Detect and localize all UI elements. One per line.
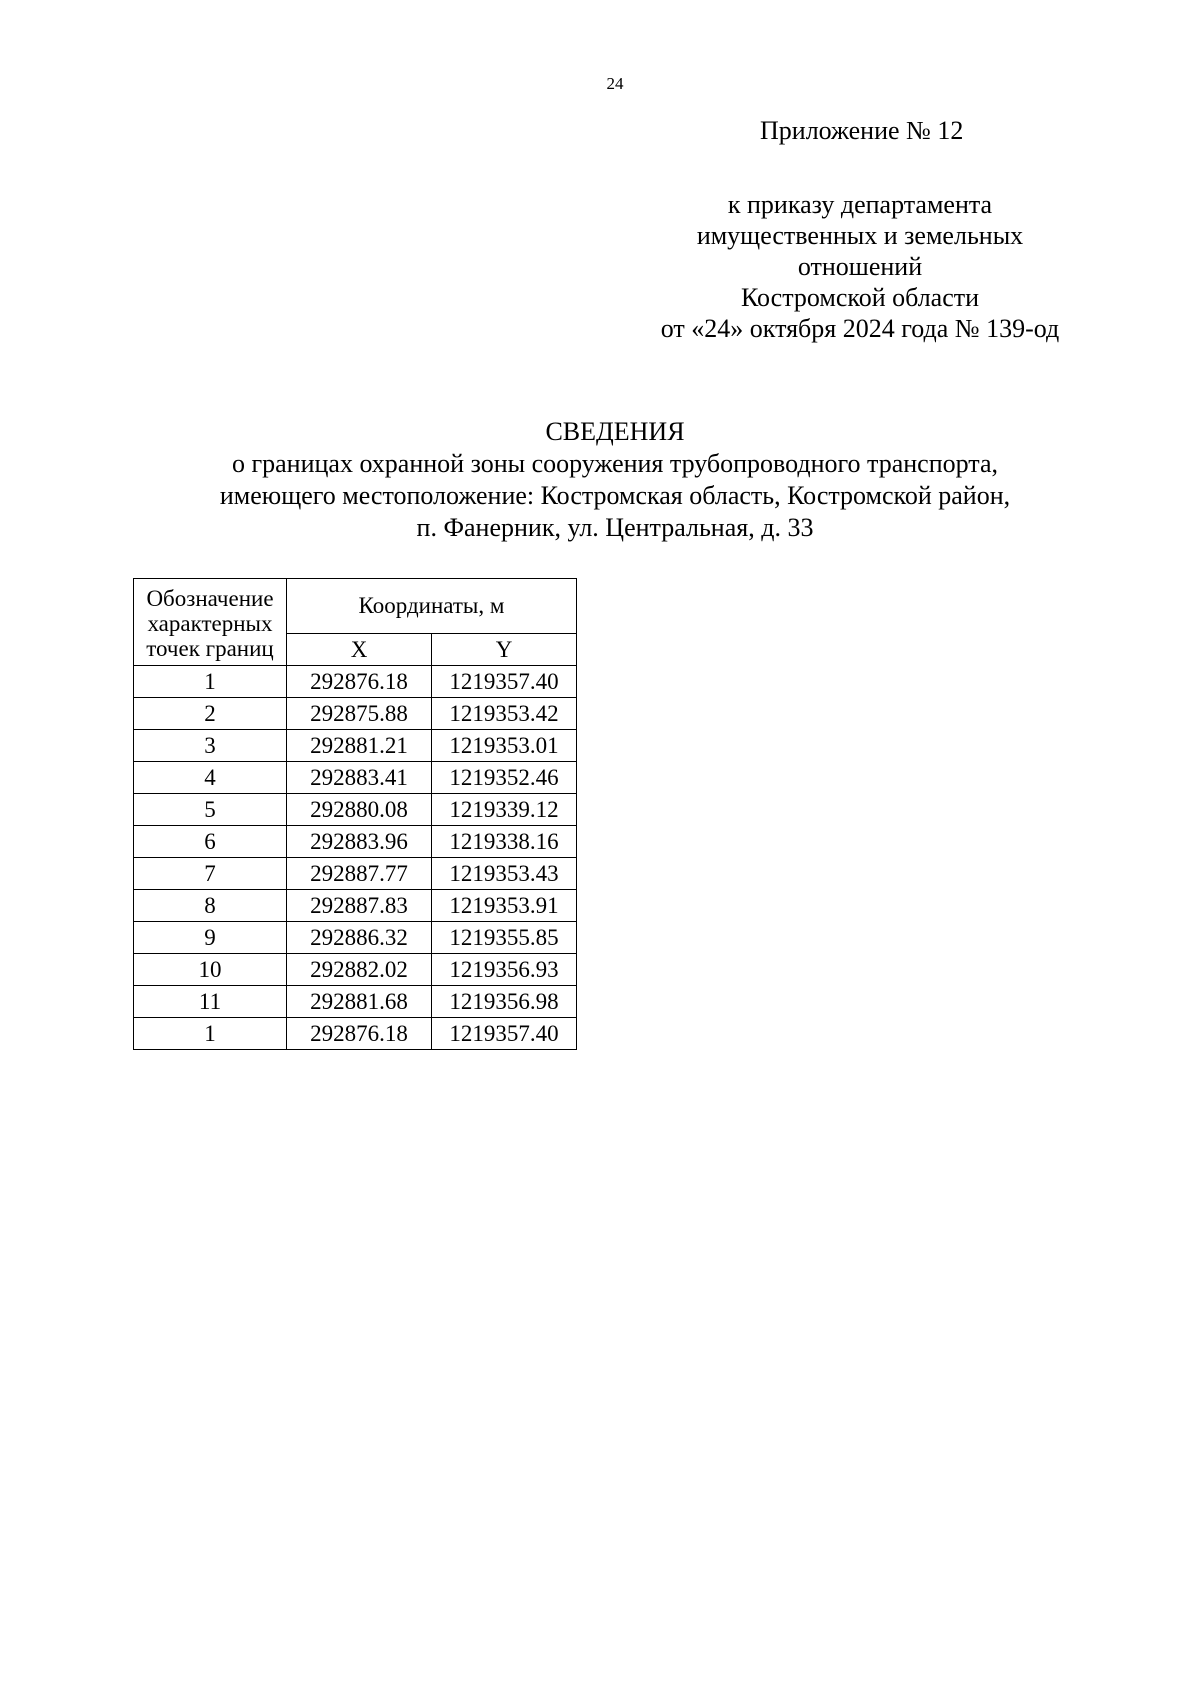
y-cell: 1219352.46 [432, 762, 577, 794]
table-row [134, 666, 577, 698]
order-line: Костромской области [740, 283, 980, 312]
y-cell: 1219357.40 [432, 666, 577, 698]
heading-line: имеющего местоположение: Костромская область, Костромской район, [219, 481, 1011, 510]
y-cell: 1219339.12 [432, 794, 577, 826]
x-cell: 292881.68 [287, 986, 432, 1018]
order-reference [600, 189, 1120, 344]
y-cell: 1219353.42 [432, 698, 577, 730]
point-cell: 5 [134, 794, 287, 826]
table-row [134, 762, 577, 794]
header-point-line: характерных [147, 610, 273, 636]
point-cell: 1 [134, 666, 287, 698]
table-body [134, 666, 577, 1050]
document-heading [100, 416, 1130, 544]
order-line: отношений [797, 252, 923, 281]
y-cell: 1219356.93 [432, 954, 577, 986]
heading-line: п. Фанерник, ул. Центральная, д. 33 [416, 513, 814, 542]
table-row [134, 794, 577, 826]
order-line: от «24» октября 2024 года № 139-од [660, 314, 1060, 343]
appendix-title: Приложение № 12 [760, 116, 964, 145]
table-row [134, 986, 577, 1018]
y-cell: 1219353.91 [432, 890, 577, 922]
x-cell: 292887.77 [287, 858, 432, 890]
x-cell: 292882.02 [287, 954, 432, 986]
point-cell: 9 [134, 922, 287, 954]
order-line: к приказу департамента [727, 190, 993, 219]
table-row [134, 730, 577, 762]
header-x: X [287, 634, 432, 666]
heading-line: о границах охранной зоны сооружения трубопроводного транспорта, [231, 449, 999, 478]
x-cell: 292876.18 [287, 1018, 432, 1050]
order-line: имущественных и земельных [696, 221, 1024, 250]
coordinates-table [133, 578, 577, 1050]
x-cell: 292880.08 [287, 794, 432, 826]
page-number: 24 [606, 74, 624, 93]
table-row [134, 698, 577, 730]
point-cell: 4 [134, 762, 287, 794]
header-point-line: точек границ [146, 635, 274, 661]
x-cell: 292883.96 [287, 826, 432, 858]
y-cell: 1219357.40 [432, 1018, 577, 1050]
header-coordinates: Координаты, м [287, 579, 577, 634]
header-y: Y [432, 634, 577, 666]
point-cell: 11 [134, 986, 287, 1018]
table-row [134, 954, 577, 986]
x-cell: 292887.83 [287, 890, 432, 922]
y-cell: 1219353.43 [432, 858, 577, 890]
y-cell: 1219353.01 [432, 730, 577, 762]
x-cell: 292881.21 [287, 730, 432, 762]
header-point-designation [134, 579, 287, 666]
point-cell: 6 [134, 826, 287, 858]
table-row [134, 826, 577, 858]
table-row [134, 922, 577, 954]
y-cell: 1219338.16 [432, 826, 577, 858]
point-cell: 8 [134, 890, 287, 922]
x-cell: 292883.41 [287, 762, 432, 794]
table-header-row [134, 579, 577, 634]
x-cell: 292876.18 [287, 666, 432, 698]
point-cell: 7 [134, 858, 287, 890]
y-cell: 1219355.85 [432, 922, 577, 954]
point-cell: 1 [134, 1018, 287, 1050]
table-row [134, 890, 577, 922]
table-row [134, 1018, 577, 1050]
table-row [134, 858, 577, 890]
point-cell: 2 [134, 698, 287, 730]
point-cell: 10 [134, 954, 287, 986]
header-point-line: Обозначение [146, 585, 274, 611]
heading-title: СВЕДЕНИЯ [545, 417, 685, 446]
point-cell: 3 [134, 730, 287, 762]
y-cell: 1219356.98 [432, 986, 577, 1018]
x-cell: 292886.32 [287, 922, 432, 954]
x-cell: 292875.88 [287, 698, 432, 730]
